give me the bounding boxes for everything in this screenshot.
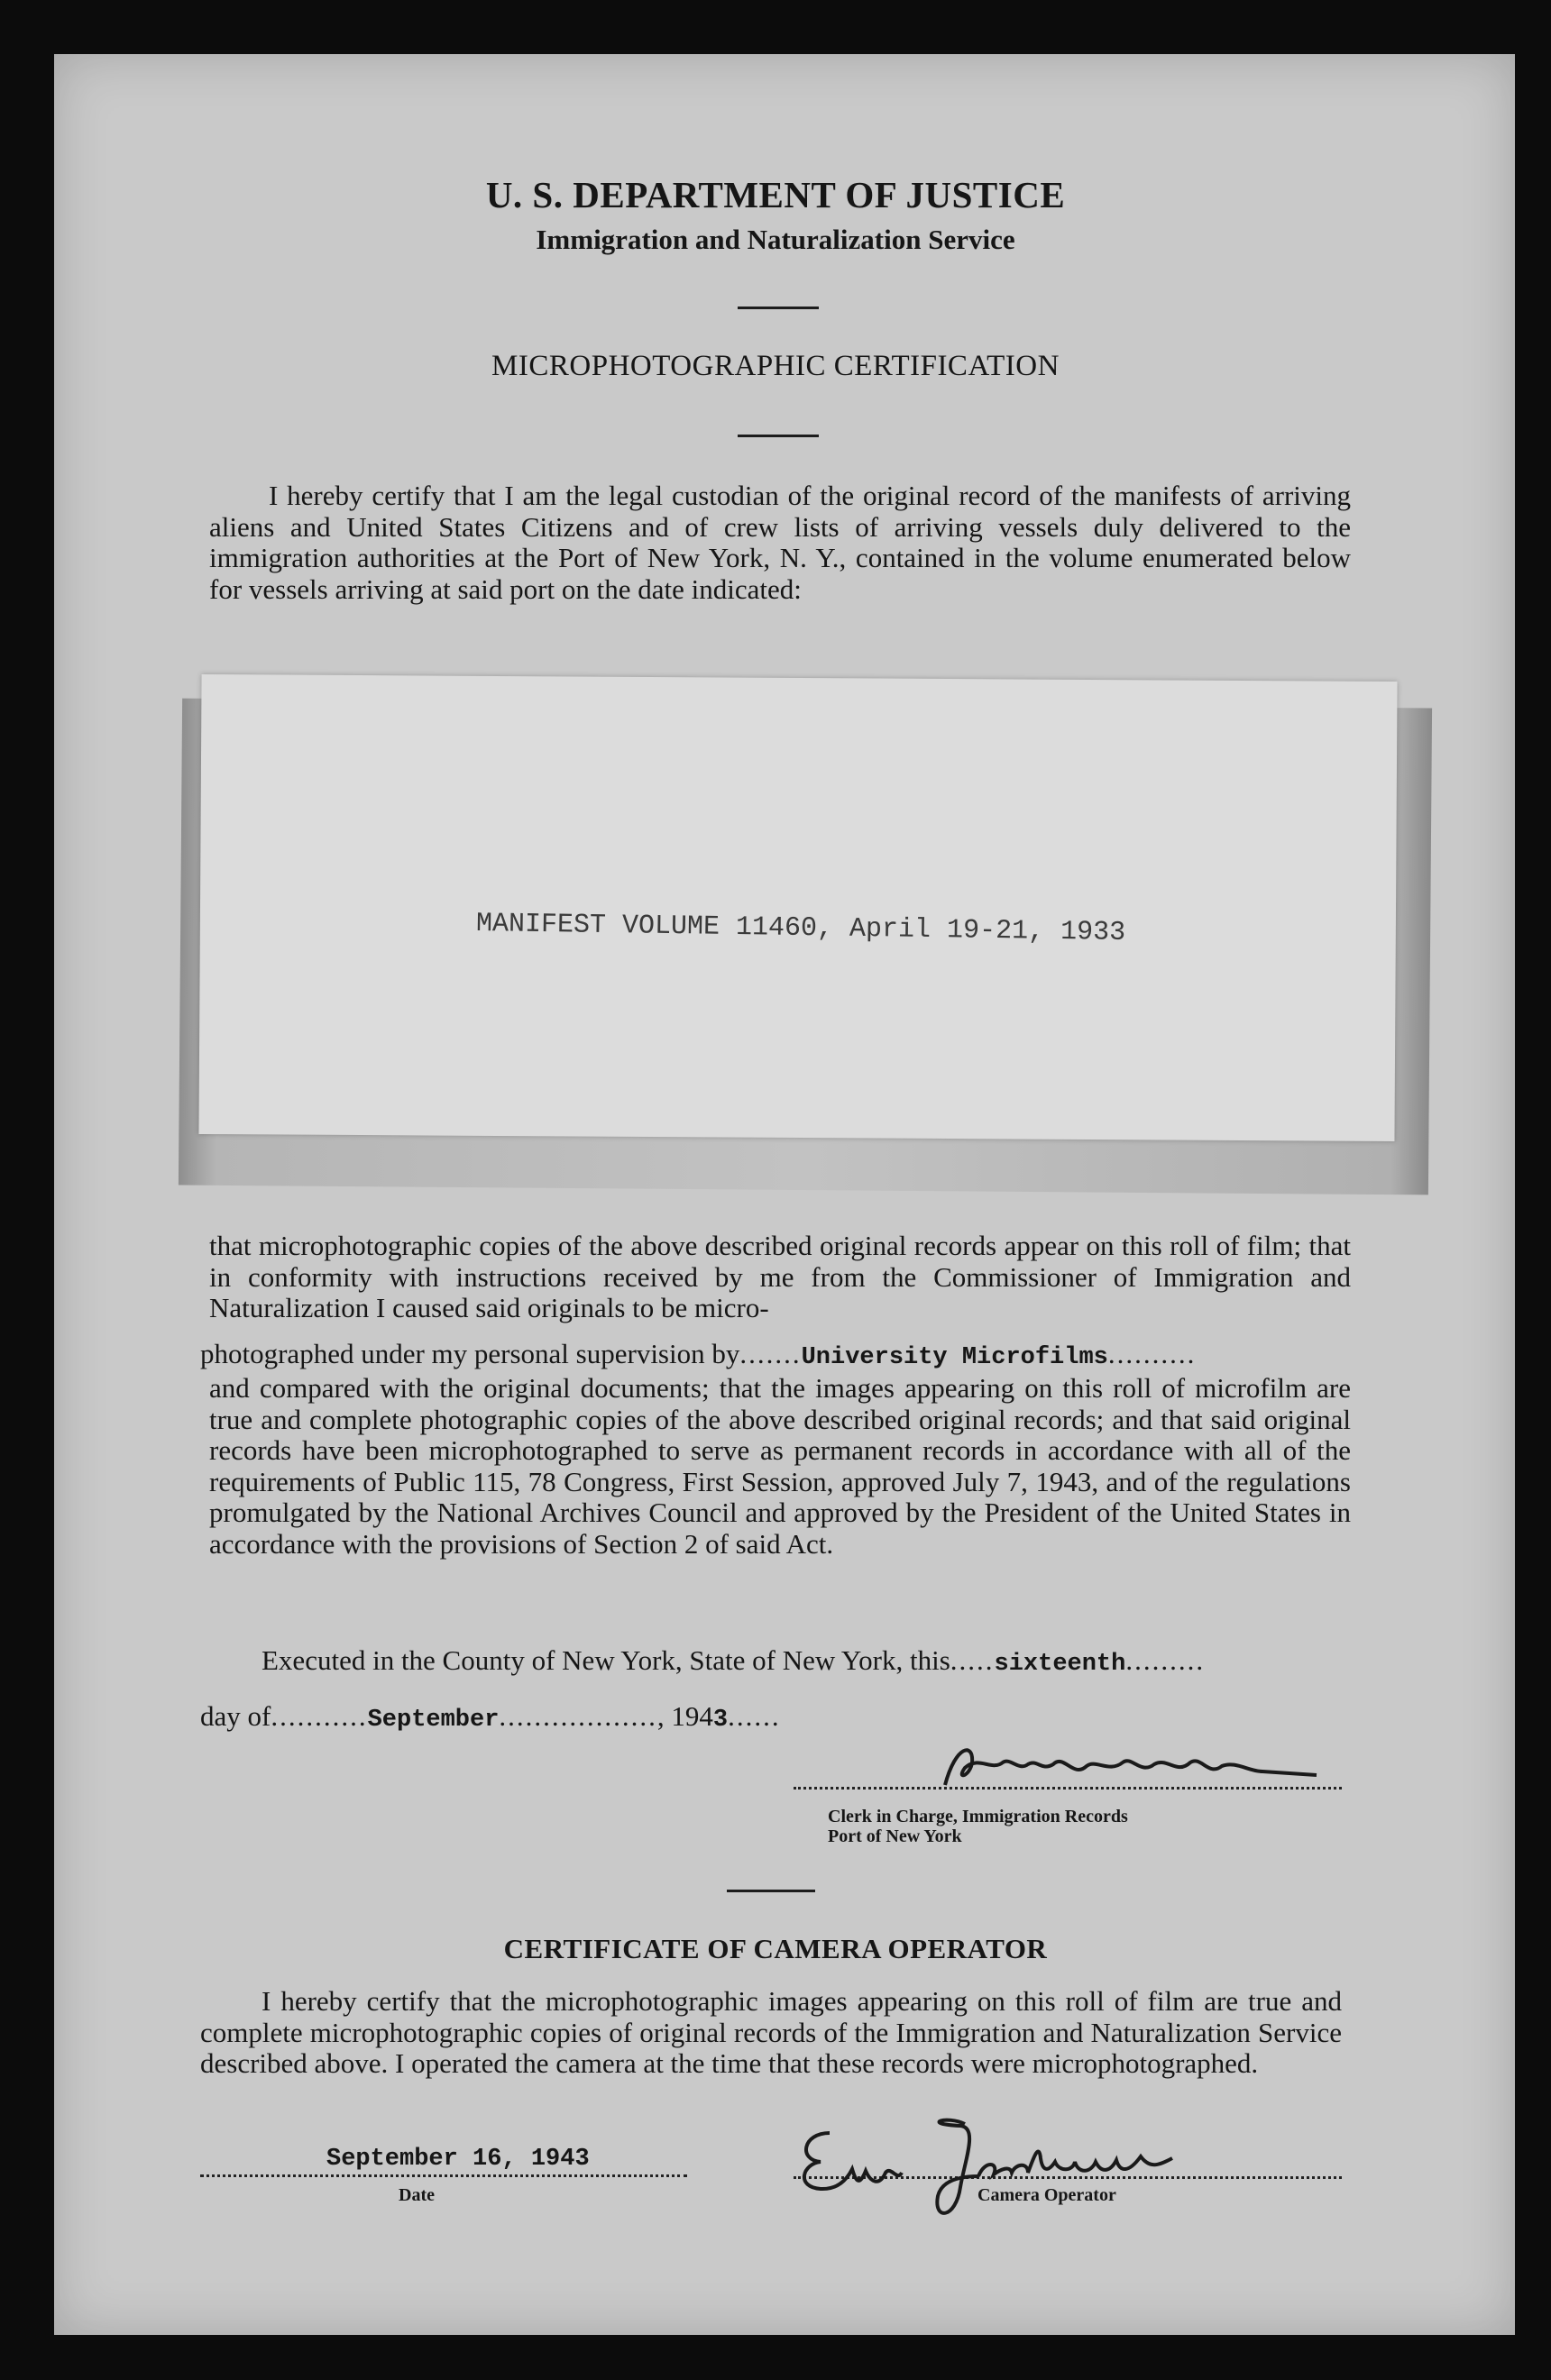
divider-rule — [727, 1890, 815, 1892]
executed-month-value: September — [367, 1707, 500, 1734]
executed-line: Executed in the County of New York, State of New York, this.....sixteenth......... — [262, 1644, 1206, 1678]
department-heading: U. S. DEPARTMENT OF JUSTICE — [485, 174, 1066, 215]
intro-paragraph: I hereby certify that I am the legal custodian of the original record of the manifests of arriving aliens and United States Citizens and of crew lists of arriving vessels duly delivered to the immigration authorities at the Port of New York, N. Y., contained in the volume enumerated below for vessels arriving at said port on the date indicated: — [209, 480, 1351, 605]
camera-paragraph: I hereby certify that the microphotographic images appearing on this roll of film are true and complete microphotographic copies of original records of the Immigration and Naturalization Service described above. I operated the camera at the time that these records were microphotographed. — [200, 1985, 1342, 2079]
clerk-title: Clerk in Charge, Immigration Records — [828, 1807, 1128, 1826]
manifest-card-text: MANIFEST VOLUME 11460, April 19-21, 1933 — [475, 909, 1126, 949]
day-of-line: day of...........September.................., 1943...... — [200, 1700, 781, 1734]
divider-rule — [738, 435, 819, 437]
certification-title: MICROPHOTOGRAPHIC CERTIFICATION — [491, 350, 1060, 382]
supervision-prefix: photographed under my personal supervision by — [200, 1338, 740, 1369]
executed-day-value: sixteenth — [994, 1651, 1126, 1678]
supervision-filled-value: University Microfilms — [801, 1344, 1108, 1371]
executed-prefix: Executed in the County of New York, State of New York, this — [262, 1644, 950, 1676]
body-paragraph-1: that microphotographic copies of the above described original records appear on this roll of film; that in conformity with instructions received by me from the Commissioner of Immigration and Naturalization I caused said originals to be micro- — [209, 1230, 1351, 1323]
camera-date-value: September 16, 1943 — [326, 2146, 590, 2173]
manifest-card — [198, 674, 1397, 1141]
year-digit-value: 3 — [712, 1707, 729, 1734]
camera-certificate-heading: CERTIFICATE OF CAMERA OPERATOR — [503, 1933, 1048, 1964]
camera-operator-label: Camera Operator — [977, 2185, 1116, 2205]
year-prefix: , 194 — [656, 1700, 713, 1732]
service-subheading: Immigration and Naturalization Service — [536, 224, 1015, 255]
date-signature-line — [200, 2174, 687, 2177]
supervision-line: photographed under my personal supervision by.......University Microfilms.......... — [200, 1338, 1197, 1371]
clerk-signature — [938, 1735, 1326, 1803]
camera-operator-signature — [785, 2106, 1217, 2232]
body-paragraph-2: and compared with the original documents; that the images appearing on this roll of microfilm are true and complete photographic copies of the above described original records; and that said original records have been microphotographed to serve as permanent records in accordance with all of the requirements of Public 115, 78 Congress, First Session, approved July 7, 1943, and of the regulations promulgated by the National Archives Council and approved by the President of the United States in accordance with the provisions of Section 2 of said Act. — [209, 1372, 1351, 1560]
divider-rule — [738, 307, 819, 309]
day-of-label: day of — [200, 1700, 271, 1732]
clerk-port: Port of New York — [828, 1826, 962, 1846]
date-label: Date — [399, 2185, 435, 2205]
